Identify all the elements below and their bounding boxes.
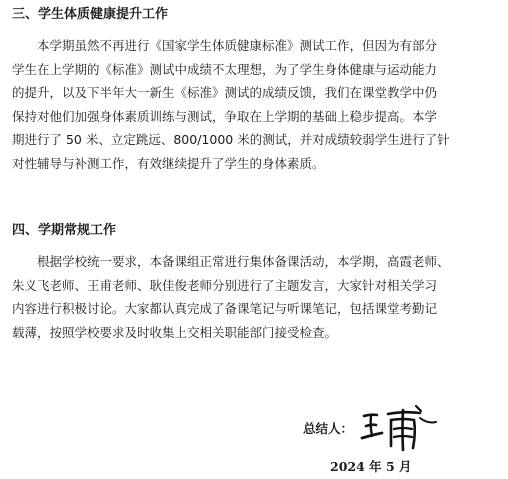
section-3-paragraph xyxy=(12,34,502,176)
signer-label: 总结人： xyxy=(303,421,354,436)
paragraph-line: 学生在上学期的《标准》测试中成绩不太理想，为了学生身体健康与运动能力 xyxy=(12,61,438,77)
paragraph-line: 期进行了 50 米、立定跳远、800/1000 米的测试，并对成绩较弱学生进行了针 xyxy=(12,132,450,148)
summary-date: 2024 年 5 月 xyxy=(330,459,412,474)
paragraph-line: 对性辅导与补测工作，有效继续提升了学生的身体素质。 xyxy=(12,155,325,171)
paragraph-line: 本学期虽然不再进行《国家学生体质健康标准》测试工作，但因为有部分 xyxy=(37,38,438,53)
section-4-heading: 四、学期常规工作 xyxy=(12,223,117,238)
section-4-paragraph xyxy=(12,250,502,344)
handwritten-signature xyxy=(358,402,440,452)
paragraph-line: 朱义飞老师、王甫老师、耿佳俊老师分别进行了主题发言，大家针对相关学习 xyxy=(12,277,438,293)
paragraph-line: 内容进行积极讨论。大家都认真完成了备课笔记与听课笔记，包括课堂考勤记 xyxy=(12,301,438,317)
paragraph-line: 根据学校统一要求，本备课组正常进行集体备课活动，本学期，高霞老师、 xyxy=(37,254,450,269)
paragraph-line: 载薄，按照学校要求及时收集上交相关职能部门接受检查。 xyxy=(12,324,338,340)
section-3-heading: 三、学生体质健康提升工作 xyxy=(12,7,169,22)
paragraph-line: 的提升，以及下半年大一新生《标准》测试的成绩反馈，我们在课堂教学中仍 xyxy=(12,85,438,101)
paragraph-line: 保持对他们加强身体素质训练与测试，争取在上学期的基础上稳步提高。本学 xyxy=(12,108,438,124)
